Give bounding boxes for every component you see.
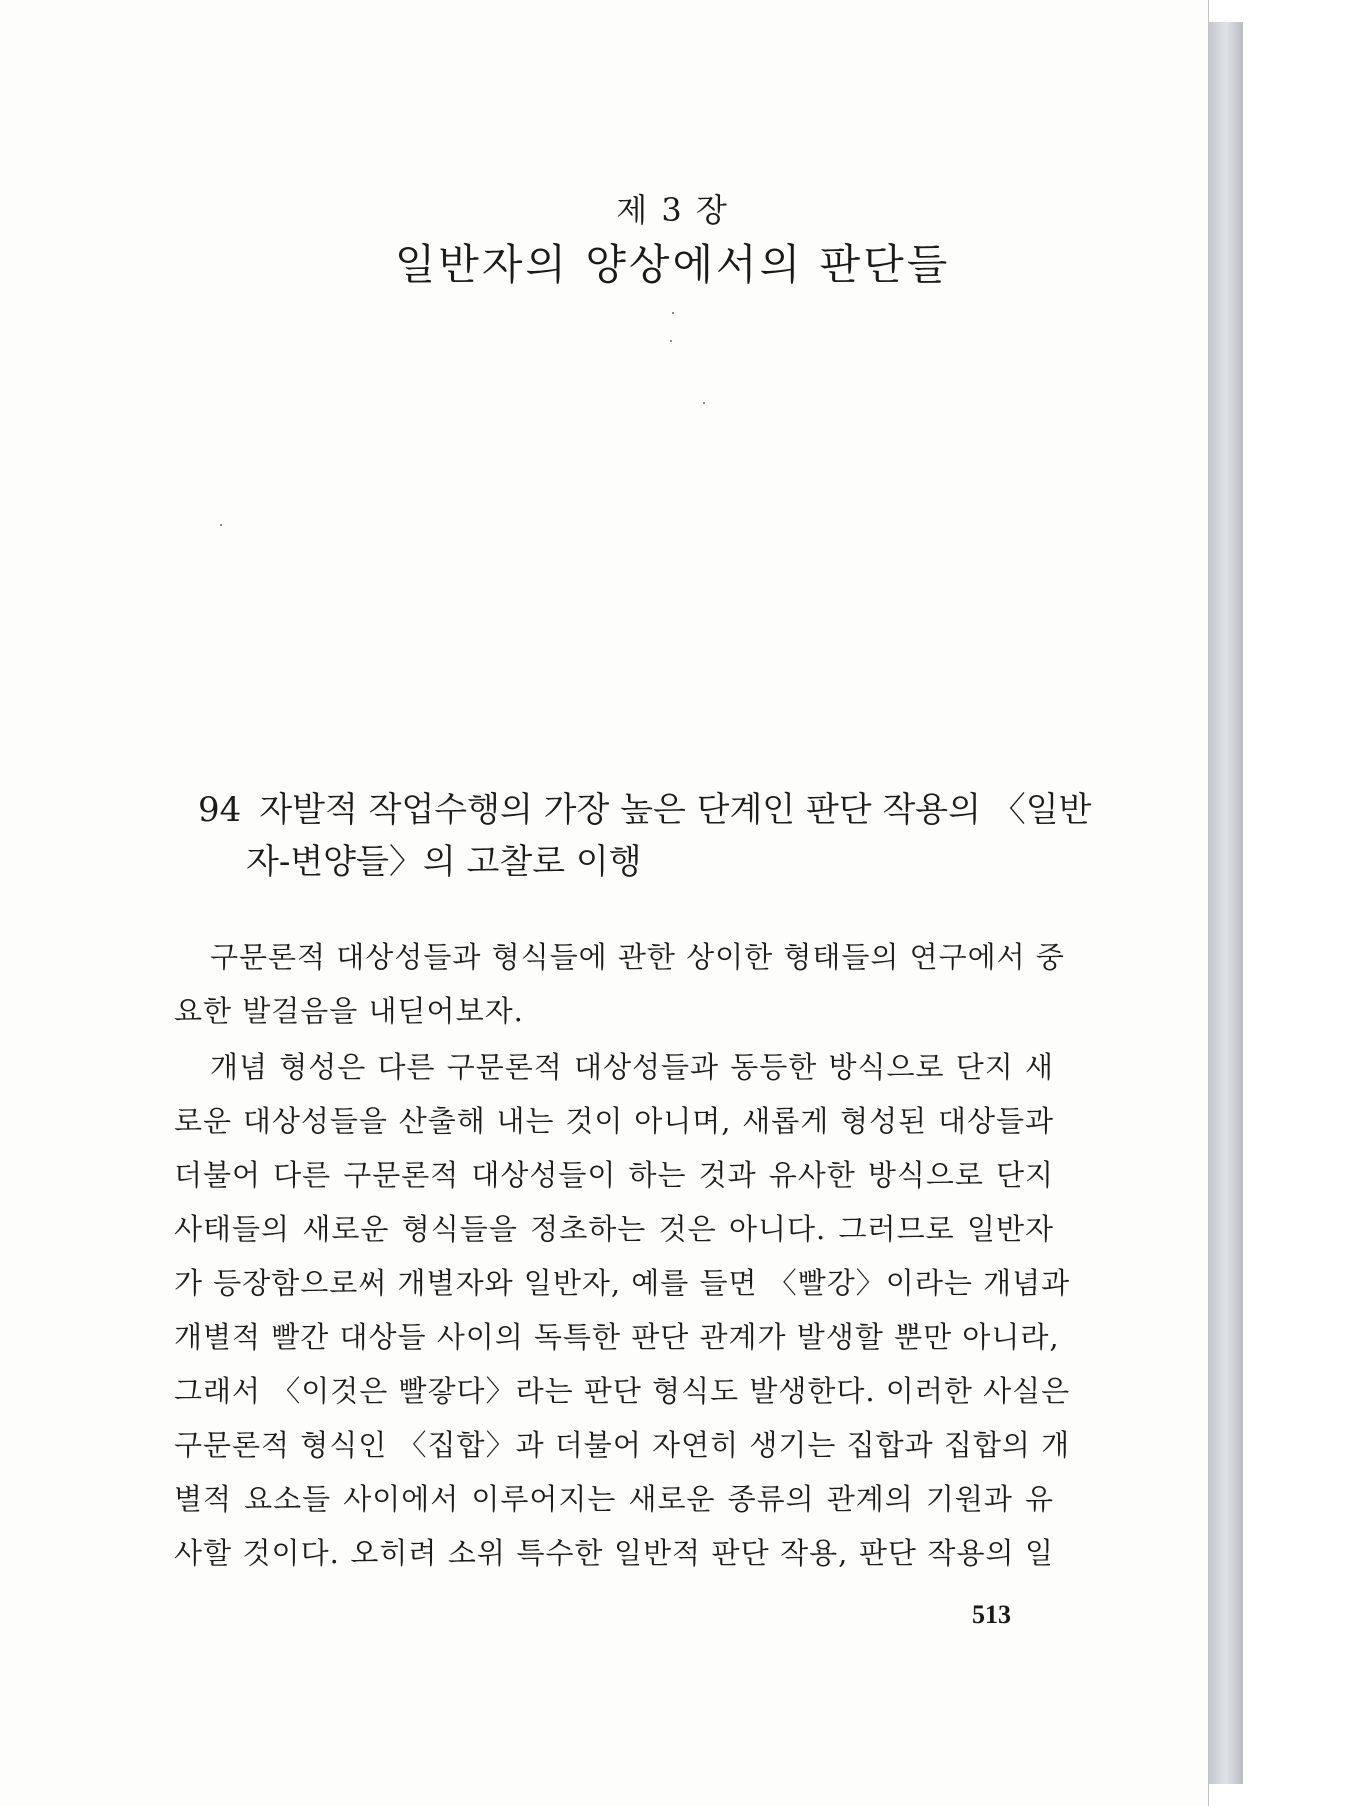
paragraph-line: 구문론적 대상성들과 형식들에 관한 상이한 형태들의 연구에서 중 xyxy=(210,940,1065,974)
paragraph-line: 사태들의 새로운 형식들을 정초하는 것은 아니다. 그러므로 일반자 xyxy=(174,1212,1054,1246)
paragraph-line: 구문론적 형식인 〈집합〉과 더불어 자연히 생기는 집합과 집합의 개 xyxy=(174,1428,1071,1462)
page-number: 513 xyxy=(972,1600,1011,1629)
paragraph-2 xyxy=(174,1040,1071,1580)
chapter-number: 제 3 장 xyxy=(616,191,729,229)
paragraph-line: 별적 요소들 사이에서 이루어지는 새로운 종류의 관계의 기원과 유 xyxy=(174,1482,1054,1516)
section-title-part-1: 자발적 작업수행의 가장 높은 단계인 판단 작용의 〈일반 xyxy=(259,790,1092,830)
section-title-part-2: 자-변양들〉의 고찰로 이행 xyxy=(246,842,642,882)
scan-speck xyxy=(220,524,222,526)
paragraph-line: 더불어 다른 구문론적 대상성들이 하는 것과 유사한 방식으로 단지 xyxy=(174,1158,1054,1192)
paragraph-line: 요한 발걸음을 내딛어보자. xyxy=(174,994,524,1028)
section-number: 94 xyxy=(198,790,242,830)
paragraph-line: 그래서 〈이것은 빨갛다〉라는 판단 형식도 발생한다. 이러한 사실은 xyxy=(174,1374,1071,1408)
paragraph-line: 사할 것이다. 오히려 소위 특수한 일반적 판단 작용, 판단 작용의 일 xyxy=(174,1536,1054,1570)
section-heading-line-1 xyxy=(198,784,1092,836)
paragraph-line: 개별적 빨간 대상들 사이의 독특한 판단 관계가 발생할 뿐만 아니라, xyxy=(174,1320,1060,1354)
paragraph-line: 가 등장함으로써 개별자와 일반자, 예를 들면 〈빨강〉이라는 개념과 xyxy=(174,1266,1071,1300)
paragraph-line: 로운 대상성들을 산출해 내는 것이 아니며, 새롭게 형성된 대상들과 xyxy=(174,1104,1054,1138)
scan-speck xyxy=(672,312,674,314)
scan-speck xyxy=(703,402,705,404)
section-heading xyxy=(198,784,1092,888)
chapter-title: 일반자의 양상에서의 판단들 xyxy=(394,240,951,289)
paragraph-line: 개념 형성은 다른 구문론적 대상성들과 동등한 방식으로 단지 새 xyxy=(210,1050,1054,1084)
scan-speck xyxy=(670,340,672,342)
paragraph-1 xyxy=(174,930,1065,1038)
